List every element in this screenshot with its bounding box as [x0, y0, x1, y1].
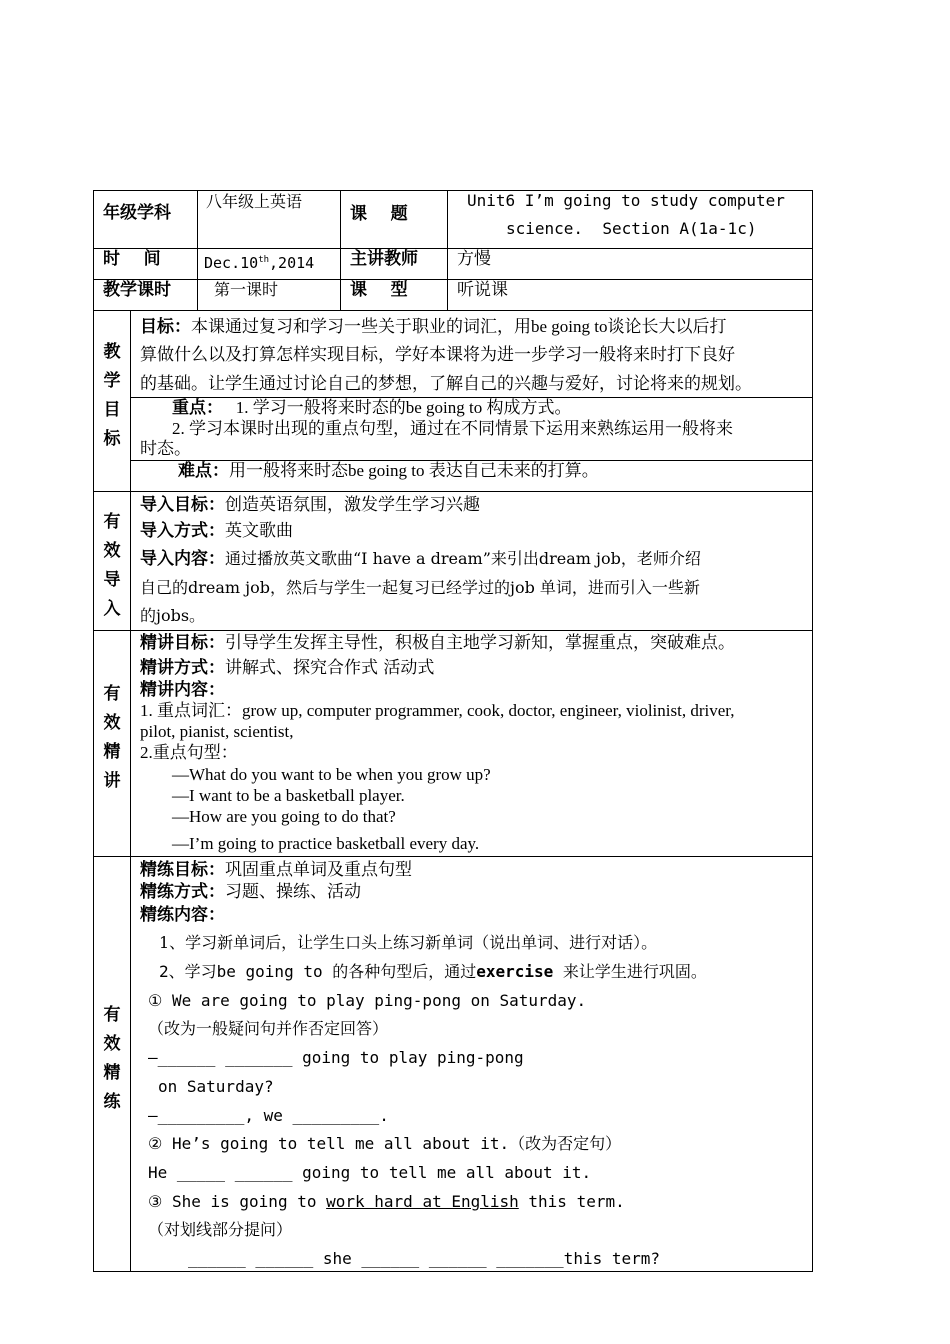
time-value: Dec.10th,2014: [204, 254, 315, 272]
lead-in-content-line-2: 自己的dream job，然后与学生一起复习已经学过的job 单词，进而引入一些新: [140, 578, 700, 597]
lecture-vocab-line-2: pilot, pianist, scientist,: [140, 722, 294, 741]
exercise-1-instruction: （改为一般疑问句并作否定回答）: [148, 1019, 389, 1038]
practice-content-label: 精练内容：: [140, 905, 225, 925]
exercise-3-instruction: （对划线部分提问）: [148, 1220, 293, 1239]
topic-label: 课 题: [350, 204, 408, 224]
lecture-vocab-line-1: 1. 重点词汇：grow up, computer programmer, cook, doctor, engineer, violinist, driver,: [140, 701, 735, 720]
period-label: 教学课时: [103, 280, 171, 300]
objective-line-3: 的基础。让学生通过讨论自己的梦想，了解自己的兴趣与爱好，讨论将来的规划。: [140, 374, 752, 393]
practice-item-2: 2、学习be going to 的各种句型后，通过exercise 来让学生进行巩固。: [159, 962, 707, 981]
lead-in-content-line-3: 的jobs。: [140, 606, 206, 625]
lecture-content-label: 精讲内容：: [140, 680, 225, 700]
lead-in-goal: 导入目标：创造英语氛围，激发学生学习兴趣: [140, 495, 480, 515]
exercise-1-blank-2: —_________, we _________.: [148, 1106, 389, 1125]
exercise-1-blank-1b: on Saturday?: [158, 1077, 274, 1096]
lead-in-method: 导入方式：英文歌曲: [140, 521, 293, 541]
exercise-1: ① We are going to play ping-pong on Saturday.: [148, 991, 587, 1010]
type-label: 课 型: [350, 280, 408, 300]
key-point-2-line-2: 时态。: [140, 439, 191, 458]
period-value: 第一课时: [214, 280, 279, 299]
difficulty: 难点：用一般将来时态be going to 表达自己未来的打算。: [178, 461, 599, 480]
lecture-goal: 精讲目标：引导学生发挥主导性，积极自主地学习新知，掌握重点，突破难点。: [140, 633, 735, 653]
practice-goal: 精练目标：巩固重点单词及重点句型: [140, 860, 412, 880]
lecture-method: 精讲方式：讲解式、探究合作式 活动式: [140, 658, 435, 678]
practice-method: 精练方式：习题、操练、活动: [140, 882, 361, 902]
exercise-2-blank: He _____ ______ going to tell me all about it.: [148, 1163, 592, 1182]
exercise-3-blank: ______ ______ she ______ ______ _______this term?: [188, 1249, 661, 1268]
topic-line-1: Unit6 I’m going to study computer: [467, 191, 785, 210]
key-point-2-line-1: 2. 学习本课时出现的重点句型，通过在不同情景下运用来熟练运用一般将来: [172, 419, 733, 438]
lecture-sentence-2: —I want to be a basketball player.: [172, 786, 405, 805]
objective-line-1: 目标：本课通过复习和学习一些关于职业的词汇，用be going to谈论长大以后打: [140, 317, 727, 336]
topic-line-2: science. Section A(1a-1c): [506, 219, 757, 238]
lecture-sentence-4: —I’m going to practice basketball every day.: [172, 834, 480, 853]
teacher-label: 主讲教师: [350, 249, 418, 269]
goals-side-label: 教 学 目 标: [103, 342, 121, 449]
exercise-1-blank-1: —______ _______ going to play ping-pong: [148, 1048, 524, 1067]
practice-side-label: 有 效 精 练: [103, 1005, 121, 1112]
lecture-sentence-1: —What do you want to be when you grow up?: [172, 765, 491, 784]
grade-subject-value: 八年级上英语: [206, 192, 303, 211]
lead-in-side-label: 有 效 导 入: [103, 512, 121, 619]
lead-in-content-line-1: 导入内容：通过播放英文歌曲“I have a dream”来引出dream job，老师介绍: [140, 549, 701, 569]
lecture-sentence-3: —How are you going to do that?: [172, 807, 396, 826]
objective-line-2: 算做什么以及打算怎样实现目标，学好本课将为进一步学习一般将来时打下良好: [140, 345, 735, 364]
lecture-side-label: 有 效 精 讲: [103, 684, 121, 791]
practice-item-1: 1、学习新单词后，让学生口头上练习新单词（说出单词、进行对话）。: [159, 933, 658, 952]
teacher-value: 方慢: [457, 249, 491, 269]
time-label: 时 间: [103, 249, 161, 269]
grade-subject-label: 年级学科: [103, 203, 171, 223]
key-point-1: 重点： 1. 学习一般将来时态的be going to 构成方式。: [172, 398, 572, 417]
lecture-sentence-label: 2.重点句型：: [140, 743, 238, 762]
exercise-2: ② He’s going to tell me all about it.（改为否定句）: [148, 1134, 622, 1153]
type-value: 听说课: [457, 280, 508, 300]
exercise-3: ③ She is going to work hard at English this term.: [148, 1192, 625, 1211]
